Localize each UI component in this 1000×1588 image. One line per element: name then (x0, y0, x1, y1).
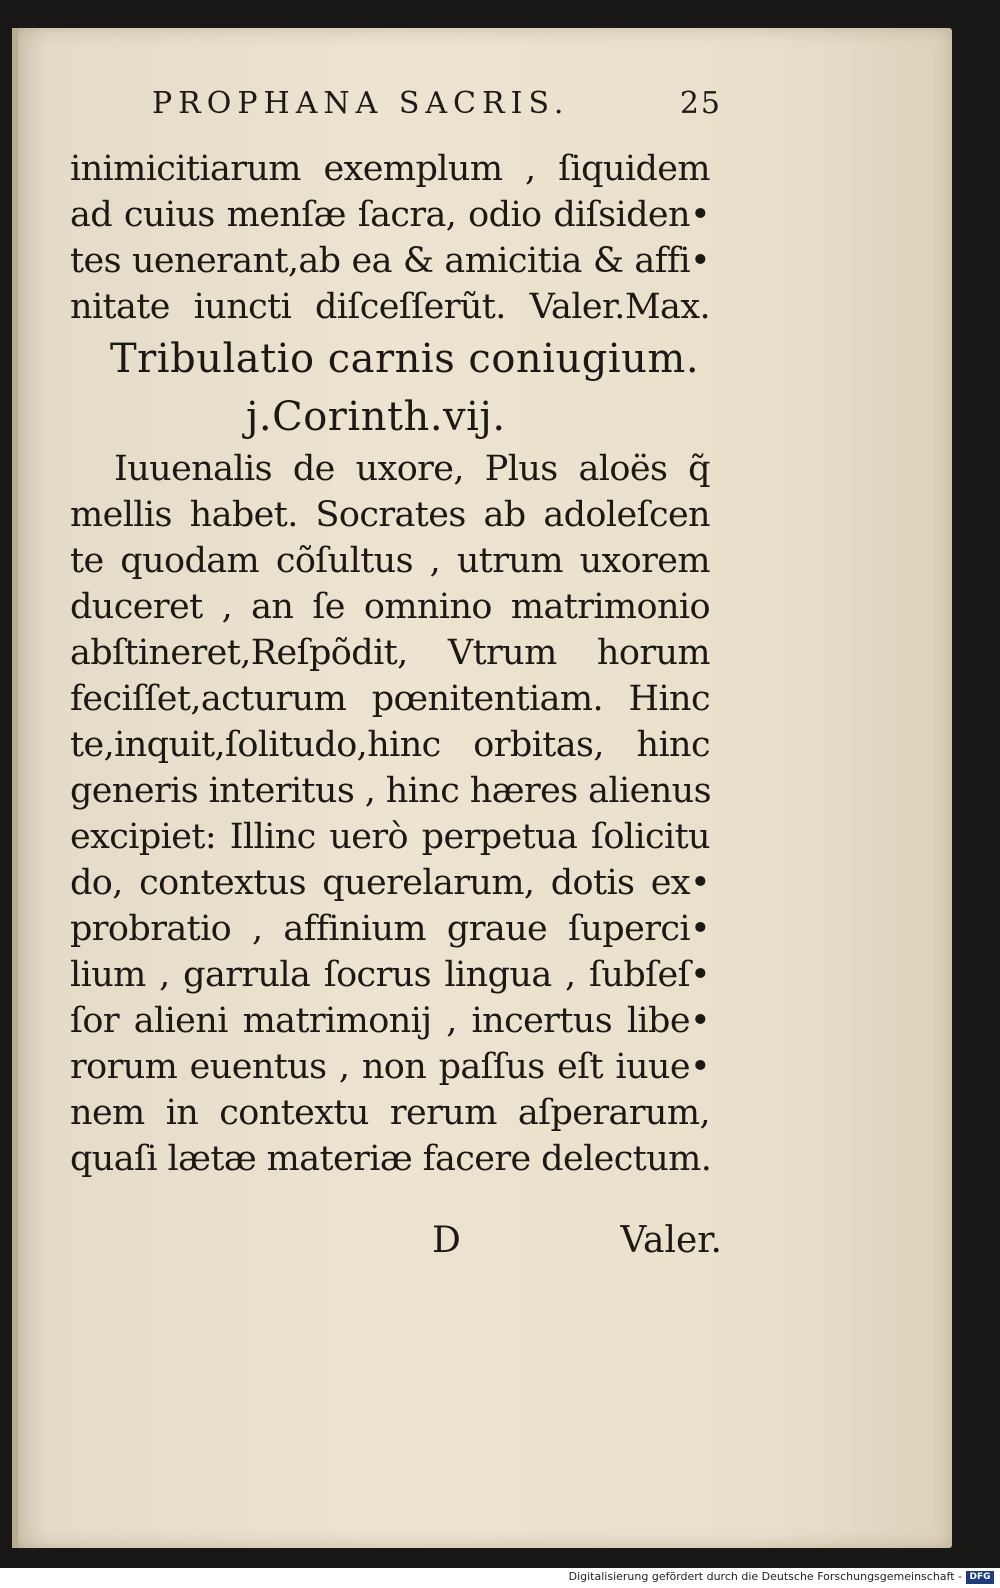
catchword: Valer. (620, 1220, 722, 1261)
text-line: lium , garrula ſocrus lingua , ſubſeſ• (70, 955, 710, 995)
section-reference: j.Corinth.vij. (246, 394, 506, 440)
main-text (70, 146, 710, 1182)
text-line: mellis habet. Socrates ab adoleſcen (70, 495, 710, 535)
running-head (152, 86, 722, 121)
text-line: duceret , an ſe omnino matrimonio (70, 587, 710, 627)
text-line: Iuuenalis de uxore, Plus aloës q̃ (114, 449, 710, 489)
section-heading: Tribulatio carnis coniugium. (110, 336, 700, 382)
text-line: te,inquit,ſolitudo,hinc orbitas, hinc (70, 725, 710, 765)
dfg-logo: DFG (966, 1571, 994, 1584)
signature-mark: D (432, 1220, 461, 1261)
footer-credit: Digitalisierung gefördert durch die Deutsche Forschungsgemeinschaft - (568, 1570, 962, 1583)
text-line: feciſſet,acturum pœnitentiam. Hinc (70, 679, 710, 719)
text-line: nitate iuncti diſceſſerũt. Valer.Max. (70, 287, 710, 327)
page-number: 25 (679, 86, 722, 121)
text-line: tes uenerant,ab ea & amicitia & affi• (70, 241, 710, 281)
digitization-footer (0, 1568, 1000, 1588)
text-line: abſtineret,Reſpõdit, Vtrum horum (70, 633, 710, 673)
text-line: ſor alieni matrimonij , incertus libe• (70, 1001, 710, 1041)
page-edge (12, 28, 18, 1548)
text-line: rorum euentus , non paſſus eſt iuue• (70, 1047, 710, 1087)
running-head-title: PROPHANA SACRIS. (152, 86, 570, 121)
text-line: te quodam cõſultus , utrum uxorem (70, 541, 710, 581)
text-line: inimicitiarum exemplum , ſiquidem (70, 149, 710, 189)
text-line: probratio , affinium graue ſuperci• (70, 909, 710, 949)
text-line: ad cuius menſæ ſacra, odio diſsiden• (70, 195, 710, 235)
text-line: quaſi lætæ materiæ facere delectum. (70, 1139, 712, 1179)
text-line: do, contextus querelarum, dotis ex• (70, 863, 710, 903)
text-line: excipiet: Illinc uerò perpetua ſolicitu (70, 817, 710, 857)
text-line: nem in contextu rerum aſperarum, (70, 1093, 710, 1133)
text-line: generis interitus , hinc hæres alienus (70, 771, 711, 811)
